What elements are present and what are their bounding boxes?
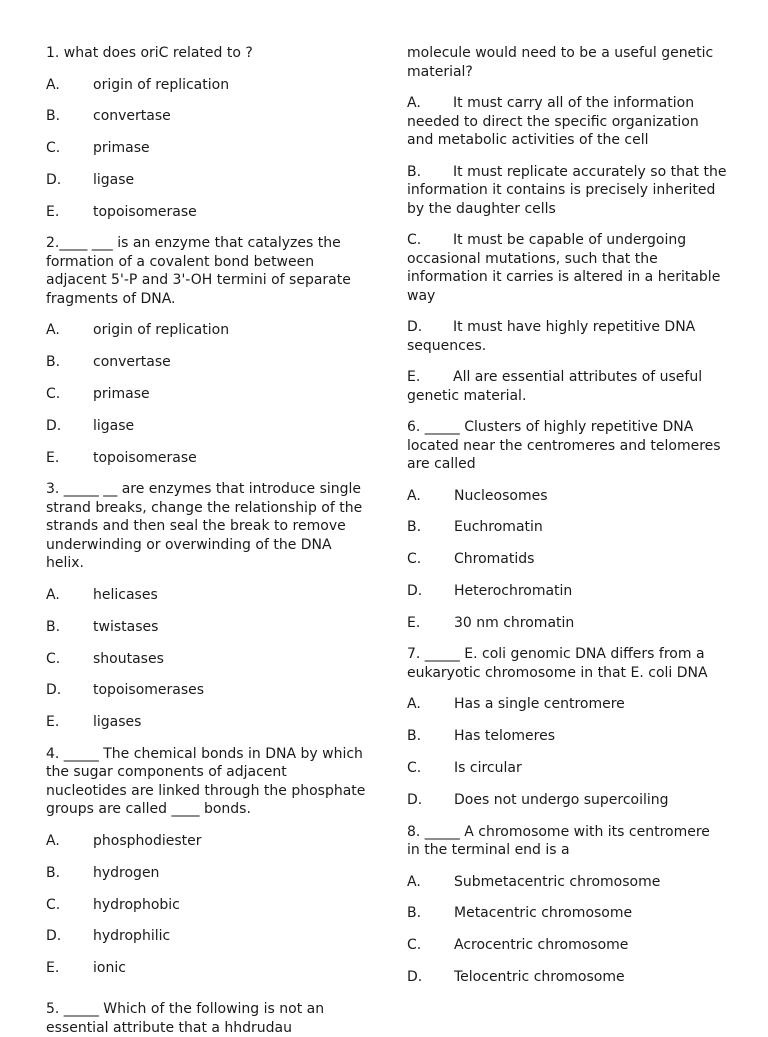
question-6-option-b: B. Euchromatin (407, 519, 543, 536)
question-5-option-a: A. It must carry all of the information needed to direct the specific organization and metabolic activities of the cell (407, 95, 699, 148)
question-2-option-b: B. convertase (46, 354, 171, 371)
question-3-option-a: A. helicases (46, 586, 158, 603)
question-3-text: 3. _____ __ are enzymes that introduce single strand breaks, change the relationship of the strands and then seal the break to remove underwinding or overwinding of the DNA helix. (46, 481, 363, 572)
question-3-option-d: D. topoisomerases (46, 682, 205, 699)
question-8-option-b: B. Metacentric chromosome (407, 905, 633, 922)
question-8-text: 8. _____ A chromosome with its centromere in the terminal end is a (407, 823, 710, 859)
question-6-option-d: D. Heterochromatin (407, 582, 573, 599)
question-5-option-c: C. It must be capable of undergoing occasional mutations, such that the information it carries is altered in a heritable way (407, 232, 721, 304)
question-5-text-continued: molecule would need to be a useful genetic material? (407, 45, 714, 80)
question-7-option-a: A. Has a single centromere (407, 696, 625, 713)
question-2-option-d: D. ligase (46, 417, 135, 434)
question-1-option-c: C. primase (46, 140, 150, 157)
question-1-option-a: A. origin of replication (46, 76, 230, 93)
question-6-option-c: C. Chromatids (407, 551, 535, 568)
question-8-option-c: C. Acrocentric chromosome (407, 937, 629, 954)
question-1-text: 1. what does oriC related to ? (46, 45, 253, 61)
question-5-option-d: D. It must have highly repetitive DNA sequences. (407, 319, 696, 354)
left-column (46, 44, 366, 991)
question-3-option-b: B. twistases (46, 618, 159, 635)
question-8-option-a: A. Submetacentric chromosome (407, 873, 661, 890)
question-1-option-b: B. convertase (46, 108, 171, 125)
question-5-text-start: 5. _____ Which of the following is not an essential attribute that a hhdrudau (46, 1001, 325, 1036)
question-4-text: 4. _____ The chemical bonds in DNA by which the sugar components of adjacent nucleotides are linked through the phosphate groups are called ____ bonds. (46, 745, 366, 818)
question-2-option-c: C. primase (46, 386, 150, 403)
question-7-option-c: C. Is circular (407, 760, 522, 777)
question-7-option-b: B. Has telomeres (407, 728, 556, 745)
question-3-option-c: C. shoutases (46, 650, 164, 667)
question-4-option-d: D. hydrophilic (46, 928, 171, 945)
question-1-option-e: E. topoisomerase (46, 203, 197, 220)
question-4-option-e: E. ionic (46, 960, 126, 977)
question-3-option-e: E. ligases (46, 714, 142, 731)
question-6-option-a: A. Nucleosomes (407, 487, 548, 504)
question-5-option-b: B. It must replicate accurately so that the information it contains is precisely inherited by the daughter cells (407, 163, 727, 217)
question-7-text: 7. _____ E. coli genomic DNA differs from a eukaryotic chromosome in that E. coli DNA (407, 646, 708, 681)
question-2-option-a: A. origin of replication (46, 322, 230, 339)
right-column (407, 44, 727, 1000)
question-4-option-b: B. hydrogen (46, 864, 160, 881)
question-6-option-e: E. 30 nm chromatin (407, 614, 575, 631)
question-2-option-e: E. topoisomerase (46, 449, 197, 466)
question-1-option-d: D. ligase (46, 171, 135, 188)
question-8-option-d: D. Telocentric chromosome (407, 969, 625, 986)
question-2-text: 2.____ ___ is an enzyme that catalyzes the formation of a covalent bond between adjacent 5'-P and 3'-OH termini of separate fragments of DNA. (46, 235, 351, 307)
question-7-option-d: D. Does not undergo supercoiling (407, 791, 669, 808)
question-6-text: 6. _____ Clusters of highly repetitive DNA located near the centromeres and telomeres are called (407, 419, 721, 472)
question-4-option-c: C. hydrophobic (46, 896, 180, 913)
question-4-option-a: A. phosphodiester (46, 832, 202, 849)
question-5-option-e: E. All are essential attributes of useful genetic material. (407, 369, 703, 404)
